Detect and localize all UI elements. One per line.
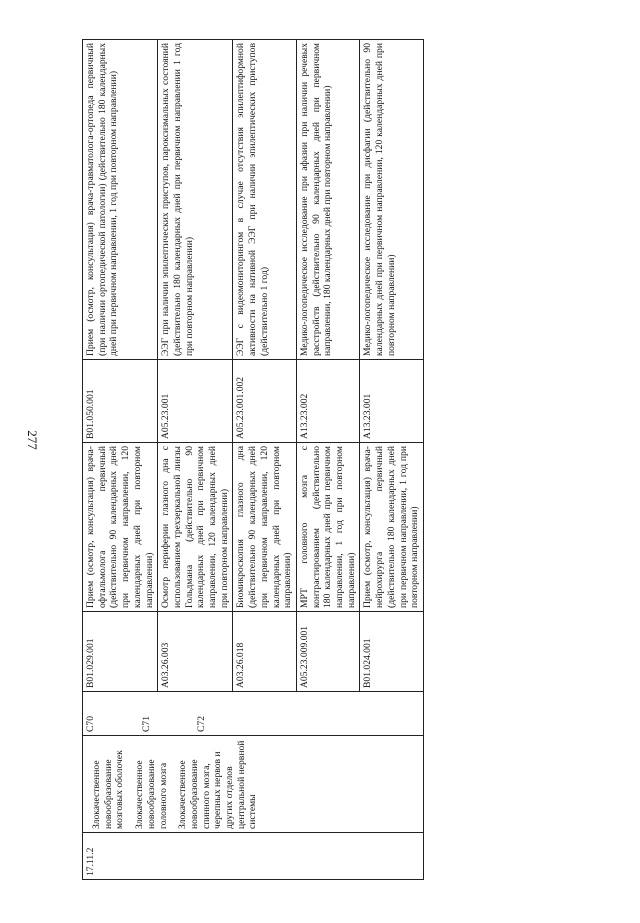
diagnosis-name: Злокачественное новообразование мозговых оболочек — [91, 750, 126, 829]
icd-code: C72 — [196, 716, 208, 732]
service-description: Биомикроскопия глазного дна (действительно 90 календарных дней при первичном направлении, 120 календарных дней при повторном направлении) — [233, 443, 297, 612]
section-number: 17.11.2 — [83, 833, 424, 880]
icd-code: C71 — [140, 716, 152, 732]
service-description: Прием (осмотр, консультация) врача-офтальмолога первичный (действительно 90 календарных дней при первичном направлении, 120 календарных дней при повторном направлении) — [83, 443, 158, 612]
icd-codes-cell — [83, 692, 424, 736]
diagnosis-name: Злокачественное новообразование спинного мозга, черепных нервов и других отделов центральной нервной системы — [177, 740, 259, 829]
icd-code: C70 — [85, 716, 96, 732]
service-description: Медико-логопедическое исследование при дисфагии (действительно 90 календарных дней при первичном направлении, 120 календарных дней при повторном направлении) — [360, 40, 424, 360]
service-code: A13.23.002 — [296, 360, 360, 443]
service-code: A03.26.003 — [158, 612, 233, 692]
service-code: A05.23.001 — [158, 360, 233, 443]
diagnosis-name: Злокачественное новообразование головного мозга — [134, 759, 169, 829]
services-table — [82, 39, 424, 880]
service-description: Прием (осмотр, консультация) врача-травматолога-ортопеда первичный (при наличии ортопедической патологии) (действительно 180 календарных дней при первичном направлении, 1 год при повторном направлении) — [83, 40, 158, 360]
table-row — [83, 40, 158, 880]
diagnosis-names-cell — [83, 736, 424, 833]
rotated-document-table — [82, 40, 629, 880]
service-code: B01.024.001 — [360, 612, 424, 692]
service-code: B01.050.001 — [83, 360, 158, 443]
service-description: Осмотр периферии глазного дна с использованием трехзеркальной линзы Гольдмана (действительно 90 календарных дней при первичном направлении, 120 календарных дней при повторном направлении) — [158, 443, 233, 612]
page-number: 277 — [25, 430, 40, 450]
service-description: ЭЭГ при наличии эпилептических приступов, пароксизмальных состояний (действительно 180 календарных дней при первичном направлении 1 год при повторном направлении) — [158, 40, 233, 360]
service-code: A05.23.009.001 — [296, 612, 360, 692]
service-code: A03.26.018 — [233, 612, 297, 692]
service-code: A13.23.001 — [360, 360, 424, 443]
service-description: МРТ головного мозга с контрастированием (действительно 180 календарных дней при первичном направлении, 1 год при повторном направлении) — [296, 443, 360, 612]
service-description: Медико-логопедическое исследование при афазии при наличии речевых расстройств (действительно 90 календарных дней при первичном направлении, 180 календарных дней при повторном направлении) — [296, 40, 360, 360]
service-code: A05.23.001.002 — [233, 360, 297, 443]
service-description: Прием (осмотр, консультация) врача-нейрохирурга первичный (действительно 180 календарных дней при первичном направлении, 1 год при повторном направлении) — [360, 443, 424, 612]
service-code: B01.029.001 — [83, 612, 158, 692]
service-description: ЭЭГ с видеомониторингом в случае отсутствия эпилептиформной активности на нативной ЭЭГ при наличии эпилептических приступов (действительно 1 год) — [233, 40, 297, 360]
